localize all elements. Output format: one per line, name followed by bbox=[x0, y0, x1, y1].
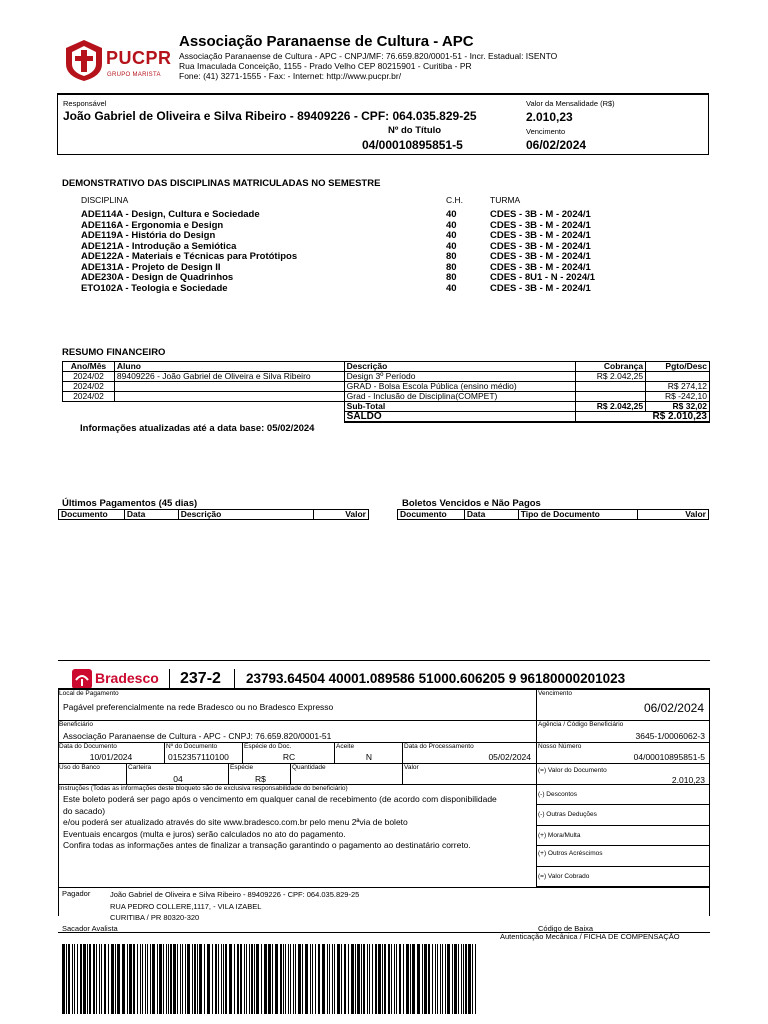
boleto bbox=[58, 660, 710, 940]
bradesco-logo bbox=[72, 668, 172, 690]
barcode-bar bbox=[254, 944, 255, 1014]
col-documento: Documento bbox=[59, 510, 125, 520]
barcode-bar bbox=[302, 944, 303, 1014]
cell-mes: 2024/02 bbox=[63, 372, 115, 382]
disciplina-ch: 40 bbox=[446, 219, 457, 231]
subtotal-cobranca: R$ 2.042,25 bbox=[576, 402, 646, 412]
disciplina-turma: CDES - 3B - M - 2024/1 bbox=[490, 240, 591, 252]
num-doc-value: 0152357110100 bbox=[168, 752, 229, 762]
barcode-bar bbox=[117, 944, 120, 1014]
barcode-bar bbox=[329, 944, 330, 1014]
venc-value: 06/02/2024 bbox=[643, 701, 704, 715]
col-documento: Documento bbox=[398, 510, 465, 520]
instrucoes-text bbox=[63, 794, 533, 852]
logo-text: PUCPR bbox=[106, 48, 172, 68]
aceite-label: Aceite bbox=[336, 743, 355, 750]
barcode-bar bbox=[403, 944, 404, 1014]
barcode-bar bbox=[99, 944, 100, 1014]
aceite-value: N bbox=[365, 752, 373, 762]
barcode-bar bbox=[111, 944, 114, 1014]
disciplina-name: ADE131A - Projeto de Design II bbox=[81, 261, 221, 273]
list-item bbox=[81, 209, 641, 220]
local-value: Pagável preferencialmente na rede Bradesco ou no Bradesco Expresso bbox=[63, 702, 334, 712]
barcode-bar bbox=[288, 944, 289, 1014]
cell-descricao: Design 3º Período bbox=[344, 372, 576, 382]
org-line-3: Fone: (41) 3271-1555 - Fax: - Internet: http://www.pucpr.br/ bbox=[179, 71, 402, 81]
barcode-bar bbox=[280, 944, 282, 1014]
barcode-bar bbox=[182, 944, 183, 1014]
barcode-bar bbox=[442, 944, 443, 1014]
data-doc-value: 10/01/2024 bbox=[89, 752, 133, 762]
barcode-bar bbox=[170, 944, 172, 1014]
nosso-numero-label: Nosso Número bbox=[538, 743, 582, 750]
barcode-bar bbox=[272, 944, 273, 1014]
cell-aluno: 89409226 - João Gabriel de Oliveira e Silva Ribeiro bbox=[114, 372, 344, 382]
subtotal-pgto: R$ 32,02 bbox=[646, 402, 710, 412]
col-ch: C.H. bbox=[446, 195, 463, 205]
barcode-bar bbox=[68, 944, 70, 1014]
barcode-bar bbox=[147, 944, 148, 1014]
barcode-bar bbox=[104, 944, 106, 1014]
barcode-bar bbox=[357, 944, 360, 1014]
barcode-bar bbox=[382, 944, 383, 1014]
barcode-bar bbox=[327, 944, 328, 1014]
pucpr-logo bbox=[62, 38, 174, 86]
subtotal-label: Sub-Total bbox=[344, 402, 576, 412]
barcode-bar bbox=[229, 944, 232, 1014]
vencimento-label: Vencimento bbox=[526, 127, 566, 136]
cell-cobranca bbox=[576, 382, 646, 392]
cell-pgto bbox=[646, 372, 710, 382]
barcode-bar bbox=[461, 944, 462, 1014]
col-turma: TURMA bbox=[490, 195, 521, 205]
barcode-bar bbox=[180, 944, 181, 1014]
valor-label: Valor bbox=[404, 764, 419, 771]
barcode-bar bbox=[372, 944, 373, 1014]
barcode-bar bbox=[396, 944, 397, 1014]
disciplina-ch: 80 bbox=[446, 251, 457, 262]
num-doc-label: Nº do Documento bbox=[166, 743, 218, 750]
saldo-value: R$ 2.010,23 bbox=[576, 412, 710, 423]
barcode-bar bbox=[475, 944, 476, 1014]
instrucao-line: e/ou poderá ser atualizado através do site www.bradesco.com.br pelo menu 2ªvia de boleto bbox=[63, 817, 408, 827]
barcode-bar bbox=[417, 944, 420, 1014]
list-item bbox=[81, 251, 641, 262]
cod-baixa-label: Código de Baixa bbox=[538, 924, 594, 933]
barcode-bar bbox=[142, 944, 143, 1014]
barcode-bar bbox=[166, 944, 167, 1014]
disciplina-turma: CDES - 3B - M - 2024/1 bbox=[490, 251, 591, 262]
resumo-title: RESUMO FINANCEIRO bbox=[62, 347, 166, 358]
header-descricao: Descrição bbox=[344, 362, 576, 372]
cell-aluno bbox=[114, 392, 344, 402]
barcode-bar bbox=[240, 944, 242, 1014]
list-item bbox=[81, 283, 641, 294]
barcode-bar bbox=[140, 944, 141, 1014]
barcode-bar bbox=[468, 944, 471, 1014]
header-pgto: Pgto/Desc bbox=[646, 362, 710, 372]
barcode-bar bbox=[249, 944, 250, 1014]
barcode-bar bbox=[66, 944, 67, 1014]
barcode-bar bbox=[159, 944, 162, 1014]
disciplinas-title: DEMONSTRATIVO DAS DISCIPLINAS MATRICULADAS NO SEMESTRE bbox=[62, 178, 381, 189]
barcode-bar bbox=[341, 944, 342, 1014]
especie-label: Espécie bbox=[230, 764, 254, 771]
barcode-bar bbox=[440, 944, 441, 1014]
barcode-bar bbox=[275, 944, 278, 1014]
disciplina-ch: 80 bbox=[446, 261, 457, 273]
valor-doc-value: 2.010,23 bbox=[671, 775, 705, 785]
barcode-bar bbox=[465, 944, 467, 1014]
carteira-label: Carteira bbox=[128, 764, 152, 771]
barcode-bar bbox=[332, 944, 333, 1014]
especie-doc-label: Espécie do Doc. bbox=[244, 743, 292, 750]
barcode-bar bbox=[157, 944, 158, 1014]
updated-note: Informações atualizadas até a data base: 05/02/2024 bbox=[80, 423, 315, 434]
barcode-bar bbox=[435, 944, 436, 1014]
barcode-bar bbox=[264, 944, 267, 1014]
barcode-bar bbox=[74, 944, 75, 1014]
barcode-bar bbox=[344, 944, 346, 1014]
local-label: Local de Pagamento bbox=[59, 690, 119, 697]
list-item bbox=[81, 220, 641, 231]
barcode-bar bbox=[187, 944, 190, 1014]
barcode-bar bbox=[337, 944, 340, 1014]
bradesco-tree-icon bbox=[72, 669, 92, 689]
sacador-label: Sacador Avalista bbox=[62, 924, 118, 933]
barcode-bar bbox=[399, 944, 401, 1014]
agencia-label: Agência / Código Beneficiário bbox=[538, 721, 624, 728]
col-descricao: Descrição bbox=[178, 510, 313, 520]
barcode-bar bbox=[204, 944, 205, 1014]
vencidos-table bbox=[397, 509, 709, 520]
disciplina-turma: CDES - 3B - M - 2024/1 bbox=[490, 282, 591, 294]
barcode-bar bbox=[62, 944, 65, 1014]
venc-label: Vencimento bbox=[538, 690, 572, 697]
saldo-row bbox=[63, 412, 710, 423]
barcode-bar bbox=[412, 944, 415, 1014]
disciplina-turma: CDES - 3B - M - 2024/1 bbox=[490, 230, 591, 241]
barcode-bar bbox=[244, 944, 245, 1014]
barcode-bar bbox=[375, 944, 377, 1014]
barcode-bar bbox=[234, 944, 235, 1014]
disciplina-name: ADE121A - Introdução a Semiótica bbox=[81, 240, 237, 252]
list-item bbox=[81, 272, 641, 283]
valor-cobrado-label: (=) Valor Cobrado bbox=[538, 872, 590, 880]
header-cobranca: Cobrança bbox=[576, 362, 646, 372]
disciplina-name: ADE122A - Materiais e Técnicas para Protótipos bbox=[81, 251, 298, 262]
disciplina-name: ADE119A - História do Design bbox=[81, 230, 216, 241]
responsavel-label: Responsável bbox=[63, 99, 107, 108]
barcode-bar bbox=[80, 944, 82, 1014]
barcode-bar bbox=[129, 944, 132, 1014]
cell-cobranca: R$ 2.042,25 bbox=[576, 372, 646, 382]
barcode-bar bbox=[283, 944, 284, 1014]
barcode-bar bbox=[145, 944, 146, 1014]
outras-deducoes-label: (-) Outras Deduções bbox=[538, 811, 597, 819]
barcode-bar bbox=[295, 944, 296, 1014]
titulo-label: Nº do Título bbox=[388, 125, 442, 136]
barcode-bar bbox=[454, 944, 457, 1014]
linha-digitavel: 23793.64504 40001.089586 51000.606205 9 96180000201023 bbox=[246, 671, 626, 686]
barcode-bar bbox=[256, 944, 259, 1014]
beneficiario-value: Associação Paranaense de Cultura - APC - CNPJ: 76.659.820/0001-51 bbox=[63, 731, 332, 741]
barcode bbox=[62, 944, 478, 1014]
barcode-bar bbox=[348, 944, 349, 1014]
barcode-bar bbox=[163, 944, 164, 1014]
barcode-bar bbox=[268, 944, 271, 1014]
barcode-bar bbox=[298, 944, 301, 1014]
barcode-bar bbox=[318, 944, 320, 1014]
disciplina-name: ADE114A - Design, Cultura e Sociedade bbox=[81, 209, 260, 220]
barcode-bar bbox=[312, 944, 313, 1014]
info-box bbox=[57, 93, 709, 155]
barcode-bar bbox=[437, 944, 438, 1014]
org-line-2: Rua Imaculada Conceição, 1155 - Prado Velho CEP 80215901 - Curitiba - PR bbox=[179, 61, 472, 71]
barcode-bar bbox=[432, 944, 433, 1014]
pagador-line: João Gabriel de Oliveira e Silva Ribeiro - 89409226 - CPF: 064.035.829-25 bbox=[110, 890, 360, 899]
cell-cobranca bbox=[576, 392, 646, 402]
barcode-bar bbox=[388, 944, 390, 1014]
cell-descricao: Grad - Inclusão de Disciplina(COMPET) bbox=[344, 392, 576, 402]
disciplina-ch: 80 bbox=[446, 272, 457, 283]
barcode-bar bbox=[447, 944, 450, 1014]
barcode-bar bbox=[472, 944, 473, 1014]
pagamentos-table bbox=[58, 509, 369, 520]
barcode-bar bbox=[293, 944, 294, 1014]
barcode-bar bbox=[215, 944, 217, 1014]
disciplina-turma: CDES - 3B - M - 2024/1 bbox=[490, 261, 591, 273]
pagamentos-title: Últimos Pagamentos (45 dias) bbox=[62, 498, 198, 509]
agencia-value: 3645-1/0006062-3 bbox=[635, 731, 705, 741]
nosso-numero-value: 04/00010895851-5 bbox=[633, 752, 705, 762]
mora-label: (+) Mora/Multa bbox=[538, 831, 581, 839]
barcode-bar bbox=[207, 944, 210, 1014]
col-data: Data bbox=[464, 510, 518, 520]
barcode-bar bbox=[367, 944, 368, 1014]
autenticacao-label: Autenticação Mecânica / FICHA DE COMPENSAÇÃO bbox=[500, 932, 680, 941]
header-aluno: Aluno bbox=[114, 362, 344, 372]
col-disciplina: DISCIPLINA bbox=[81, 195, 129, 205]
barcode-bar bbox=[458, 944, 459, 1014]
cell-mes: 2024/02 bbox=[63, 392, 115, 402]
barcode-bar bbox=[152, 944, 155, 1014]
disciplina-ch: 40 bbox=[446, 240, 457, 252]
barcode-bar bbox=[221, 944, 222, 1014]
barcode-bar bbox=[108, 944, 109, 1014]
barcode-bar bbox=[199, 944, 202, 1014]
barcode-bar bbox=[261, 944, 262, 1014]
disciplina-ch: 40 bbox=[446, 282, 457, 294]
cell-pgto: R$ 274,12 bbox=[646, 382, 710, 392]
barcode-bar bbox=[72, 944, 73, 1014]
disciplina-name: ADE116A - Ergonomia e Design bbox=[81, 219, 224, 231]
pagador-label: Pagador bbox=[62, 889, 91, 898]
barcode-bar bbox=[194, 944, 196, 1014]
table-row bbox=[63, 392, 710, 402]
disciplina-name: ADE230A - Design de Quadrinhos bbox=[81, 272, 234, 283]
barcode-bar bbox=[93, 944, 95, 1014]
subtotal-row bbox=[63, 402, 710, 412]
col-tipo: Tipo de Documento bbox=[518, 510, 638, 520]
barcode-bar bbox=[137, 944, 138, 1014]
barcode-bar bbox=[424, 944, 427, 1014]
list-item bbox=[81, 262, 641, 273]
barcode-bar bbox=[168, 944, 169, 1014]
cell-aluno bbox=[114, 382, 344, 392]
vencimento-value: 06/02/2024 bbox=[526, 138, 587, 152]
barcode-bar bbox=[363, 944, 365, 1014]
data-proc-label: Data do Processamento bbox=[404, 743, 474, 750]
barcode-bar bbox=[422, 944, 423, 1014]
barcode-bar bbox=[246, 944, 247, 1014]
outros-acrescimos-label: (+) Outros Acréscimos bbox=[538, 850, 603, 858]
instrucao-line: Este boleto poderá ser pago após o vencimento em qualquer canal de recebimento (de acordo com disponibilidade bbox=[63, 794, 497, 804]
barcode-bar bbox=[133, 944, 135, 1014]
barcode-bar bbox=[290, 944, 291, 1014]
data-doc-label: Data do Documento bbox=[59, 743, 117, 750]
barcode-bar bbox=[310, 944, 311, 1014]
barcode-bar bbox=[150, 944, 151, 1014]
barcode-bar bbox=[394, 944, 395, 1014]
instrucoes-label: Instruções (Todas as informações deste bloqueto são de exclusiva responsabilidade do beneficiário) bbox=[59, 785, 348, 792]
table-row bbox=[63, 382, 710, 392]
especie-doc-value: RC bbox=[282, 752, 296, 762]
list-item bbox=[81, 241, 641, 252]
disciplina-name: ETO102A - Teologia e Sociedade bbox=[81, 282, 228, 294]
header-mes: Ano/Mês bbox=[63, 362, 115, 372]
especie-value: R$ bbox=[255, 774, 266, 784]
titulo-value: 04/00010895851-5 bbox=[362, 138, 463, 152]
barcode-bar bbox=[406, 944, 409, 1014]
saldo-label: SALDO bbox=[344, 412, 576, 423]
resumo-table bbox=[62, 361, 710, 423]
instrucao-line: do sacado) bbox=[63, 805, 106, 816]
col-data: Data bbox=[124, 510, 178, 520]
barcode-bar bbox=[305, 944, 308, 1014]
bank-code: 237-2 bbox=[180, 670, 221, 687]
barcode-bar bbox=[285, 944, 286, 1014]
barcode-bar bbox=[322, 944, 325, 1014]
list-item bbox=[81, 230, 641, 241]
barcode-bar bbox=[192, 944, 193, 1014]
barcode-bar bbox=[177, 944, 178, 1014]
logo-subtext: GRUPO MARISTA bbox=[107, 72, 161, 78]
mensalidade-label: Valor da Mensalidade (R$) bbox=[526, 99, 615, 108]
barcode-bar bbox=[355, 944, 356, 1014]
barcode-bar bbox=[87, 944, 88, 1014]
mensalidade-value: 2.010,23 bbox=[526, 110, 573, 124]
col-valor: Valor bbox=[314, 510, 369, 520]
pagador-line: RUA PEDRO COLLERE,1117, - VILA IZABEL bbox=[110, 902, 262, 911]
barcode-bar bbox=[369, 944, 370, 1014]
barcode-bar bbox=[463, 944, 464, 1014]
org-title: Associação Paranaense de Cultura - APC bbox=[179, 33, 474, 50]
cell-mes: 2024/02 bbox=[63, 382, 115, 392]
barcode-bar bbox=[212, 944, 213, 1014]
barcode-bar bbox=[334, 944, 335, 1014]
responsavel-value: João Gabriel de Oliveira e Silva Ribeiro - 89409226 - CPF: 064.035.829-25 bbox=[63, 109, 477, 123]
cell-pgto: R$ -242,10 bbox=[646, 392, 710, 402]
barcode-bar bbox=[378, 944, 381, 1014]
barcode-bar bbox=[225, 944, 227, 1014]
table-row bbox=[63, 372, 710, 382]
col-valor: Valor bbox=[638, 510, 709, 520]
barcode-bar bbox=[185, 944, 186, 1014]
barcode-bar bbox=[445, 944, 446, 1014]
disciplina-turma: CDES - 3B - M - 2024/1 bbox=[490, 209, 591, 220]
barcode-bar bbox=[197, 944, 198, 1014]
uso-banco-label: Uso do Banco bbox=[59, 764, 100, 771]
barcode-bar bbox=[122, 944, 125, 1014]
barcode-bar bbox=[223, 944, 224, 1014]
barcode-bar bbox=[101, 944, 102, 1014]
data-proc-value: 05/02/2024 bbox=[488, 752, 531, 762]
barcode-bar bbox=[351, 944, 354, 1014]
table-header-row bbox=[398, 510, 709, 520]
barcode-bar bbox=[77, 944, 78, 1014]
descontos-label: (-) Descontos bbox=[538, 791, 578, 798]
barcode-bar bbox=[251, 944, 253, 1014]
cell-descricao: GRAD - Bolsa Escola Pública (ensino médio) bbox=[344, 382, 576, 392]
barcode-bar bbox=[89, 944, 91, 1014]
disciplina-ch: 40 bbox=[446, 209, 457, 220]
valor-doc-label: (=) Valor do Documento bbox=[538, 767, 607, 774]
table-header-row bbox=[59, 510, 369, 520]
disciplina-turma: CDES - 8U1 - N - 2024/1 bbox=[490, 272, 596, 283]
disciplinas-list bbox=[81, 209, 641, 293]
barcode-bar bbox=[96, 944, 97, 1014]
barcode-bar bbox=[384, 944, 386, 1014]
barcode-bar bbox=[315, 944, 316, 1014]
table-header-row bbox=[63, 362, 710, 372]
disciplina-ch: 40 bbox=[446, 230, 457, 241]
barcode-bar bbox=[173, 944, 176, 1014]
disciplina-turma: CDES - 3B - M - 2024/1 bbox=[490, 219, 591, 231]
barcode-bar bbox=[410, 944, 411, 1014]
vencidos-title: Boletos Vencidos e Não Pagos bbox=[402, 498, 541, 509]
carteira-value: 04 bbox=[173, 774, 183, 784]
crest-icon bbox=[62, 38, 106, 82]
beneficiario-label: Beneficiário bbox=[59, 721, 93, 728]
barcode-bar bbox=[361, 944, 362, 1014]
barcode-bar bbox=[428, 944, 430, 1014]
org-line-1: Associação Paranaense de Cultura - APC - CNPJ/MF: 76.659.820/0001-51 - Incr. Estadual: ISENTO bbox=[179, 51, 558, 61]
barcode-bar bbox=[127, 944, 128, 1014]
barcode-bar bbox=[391, 944, 392, 1014]
quantidade-label: Quantidade bbox=[292, 764, 326, 771]
pagador-line: CURITIBA / PR 80320-320 bbox=[110, 913, 200, 922]
barcode-bar bbox=[237, 944, 239, 1014]
instrucao-line: Confira todas as informações antes de finalizar a transação garantindo o pagamento ao destinatário correto. bbox=[63, 840, 471, 850]
bank-name: Bradesco bbox=[95, 670, 159, 686]
barcode-bar bbox=[452, 944, 453, 1014]
barcode-bar bbox=[83, 944, 86, 1014]
instrucao-line: Eventuais encargos (multa e juros) serão calculados no ato do pagamento. bbox=[63, 828, 346, 839]
barcode-bar bbox=[115, 944, 116, 1014]
barcode-bar bbox=[218, 944, 219, 1014]
